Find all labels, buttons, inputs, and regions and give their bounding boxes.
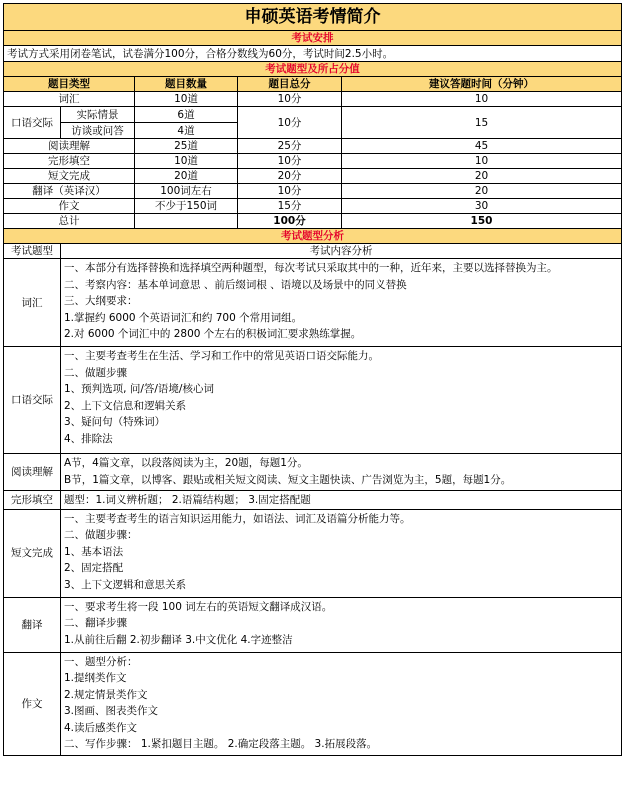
cell-score-total: 100分 [238, 214, 342, 229]
table-row [4, 154, 622, 169]
analysis-content [61, 509, 622, 597]
text-line: 二、做题步骤： [64, 529, 138, 541]
text-line: 3.图画、图表类作文 [64, 705, 159, 717]
cell-type: 阅读理解 [4, 139, 135, 154]
analysis-row [4, 259, 622, 347]
arrangement-text: 考试方式采用闭卷笔试，试卷满分100分，合格分数线为60分，考试时间2.5小时。 [4, 46, 622, 62]
analysis-content [61, 259, 622, 347]
total-row [4, 214, 622, 229]
analysis-content [61, 347, 622, 454]
analysis-type: 阅读理解 [4, 454, 61, 491]
section-header-scores: 考试题型及所占分值 [4, 62, 622, 77]
column-header: 考试题型 [4, 244, 61, 259]
cell-time: 10 [342, 92, 622, 107]
analysis-row [4, 597, 622, 652]
text-line: 1.从前往后翻 2.初步翻译 3.中文优化 4.字迹整洁 [64, 633, 293, 646]
analysis-content [61, 652, 622, 755]
analysis-row [4, 347, 622, 454]
cell-count: 10道 [135, 92, 238, 107]
cell-type: 翻译（英译汉） [4, 184, 135, 199]
text-line: 二、写作步骤： 1.紧扣题目主题。 2.确定段落主题。 3.拓展段落。 [64, 738, 378, 750]
analysis-type: 作文 [4, 652, 61, 755]
cell-count [135, 214, 238, 229]
table-row [4, 184, 622, 199]
cell-time: 45 [342, 139, 622, 154]
cell-score: 20分 [238, 169, 342, 184]
analysis-content [61, 597, 622, 652]
cell-type: 完形填空 [4, 154, 135, 169]
cell-type: 短文完成 [4, 169, 135, 184]
exam-info-table [3, 3, 622, 756]
cell-count: 10道 [135, 154, 238, 169]
text-line: 二、翻译步骤 [64, 617, 127, 629]
text-line: 2、固定搭配 [64, 562, 124, 574]
cell-count: 100词左右 [135, 184, 238, 199]
text-line: A节，4篇文章，以段落阅读为主，20题，每题1分。 [64, 457, 308, 469]
cell-score: 10分 [238, 154, 342, 169]
text-line: 二、做题步骤 [64, 366, 127, 379]
section-header-analysis: 考试题型分析 [4, 229, 622, 244]
analysis-type: 口语交际 [4, 347, 61, 454]
column-header: 考试内容分析 [61, 244, 622, 259]
text-line: 题型：1.词义辨析题； 2.语篇结构题； 3.固定搭配题 [64, 494, 311, 506]
cell-count: 20道 [135, 169, 238, 184]
analysis-type: 短文完成 [4, 509, 61, 597]
text-line: 2、上下文信息和逻辑关系 [64, 399, 187, 412]
cell-time: 20 [342, 169, 622, 184]
text-line: 3、上下文逻辑和意思关系 [64, 578, 187, 591]
cell-count: 25道 [135, 139, 238, 154]
text-line: B节，1篇文章，以博客、跟贴或相关短文阅读、短文主题快读、广告浏览为主，5题，每题1分。 [64, 473, 512, 486]
text-line: 4.读后感类作文 [64, 721, 138, 734]
cell-score: 25分 [238, 139, 342, 154]
text-line: 3、疑问句（特殊词） [64, 416, 166, 428]
text-line: 一、题型分析： [64, 655, 138, 668]
analysis-row [4, 491, 622, 510]
analysis-row [4, 652, 622, 755]
analysis-row [4, 454, 622, 491]
cell-score: 10分 [238, 92, 342, 107]
section-header-arrangement: 考试安排 [4, 31, 622, 46]
analysis-content [61, 454, 622, 491]
cell-type: 总计 [4, 214, 135, 229]
analysis-type: 词汇 [4, 259, 61, 347]
analysis-content [61, 491, 622, 510]
cell-time-total: 150 [342, 214, 622, 229]
text-line: 1、基本语法 [64, 545, 124, 558]
analysis-type: 完形填空 [4, 491, 61, 510]
text-line: 1.掌握约 6000 个英语词汇和约 700 个常用词组。 [64, 311, 303, 324]
text-line: 2.规定情景类作文 [64, 688, 148, 701]
table-row [4, 92, 622, 107]
text-line: 二、考察内容：基本单词意思 、前后缀词根 、语境以及场景中的同义替换 [64, 278, 407, 291]
cell-score: 15分 [238, 199, 342, 214]
cell-time: 15 [342, 107, 622, 139]
cell-type: 口语交际 [4, 107, 61, 139]
page-title: 申硕英语考情简介 [4, 4, 622, 31]
table-row [4, 139, 622, 154]
table-row [4, 107, 622, 123]
text-line: 一、本部分有选择替换和选择填空两种题型，每次考试只采取其中的一种，近年来，主要以选择替换为主。 [64, 262, 558, 274]
column-header: 题目总分 [238, 77, 342, 92]
cell-score: 10分 [238, 184, 342, 199]
cell-count: 不少于150词 [135, 199, 238, 214]
text-line: 三、大纲要求： [64, 295, 138, 307]
cell-type: 词汇 [4, 92, 135, 107]
cell-time: 20 [342, 184, 622, 199]
table-row [4, 199, 622, 214]
column-header: 建议答题时间（分钟） [342, 77, 622, 92]
cell-type: 作文 [4, 199, 135, 214]
analysis-type: 翻译 [4, 597, 61, 652]
column-header: 题目类型 [4, 77, 135, 92]
text-line: 一、主要考查考生在生活、学习和工作中的常见英语口语交际能力。 [64, 350, 379, 362]
cell-subtype: 实际情景 [61, 107, 135, 123]
cell-count: 6道 [135, 107, 238, 123]
analysis-row [4, 509, 622, 597]
cell-subtype: 访谈或问答 [61, 123, 135, 139]
score-header-row [4, 77, 622, 92]
column-header: 题目数量 [135, 77, 238, 92]
cell-score: 10分 [238, 107, 342, 139]
text-line: 4、排除法 [64, 432, 113, 445]
cell-time: 10 [342, 154, 622, 169]
text-line: 一、主要考查考生的语言知识运用能力，如语法、词汇及语篇分析能力等。 [64, 512, 411, 525]
analysis-header-row [4, 244, 622, 259]
text-line: 一、要求考生将一段 100 词左右的英语短文翻译成汉语。 [64, 600, 333, 613]
text-line: 1.提纲类作文 [64, 672, 127, 684]
cell-time: 30 [342, 199, 622, 214]
cell-count: 4道 [135, 123, 238, 139]
table-row [4, 169, 622, 184]
text-line: 2.对 6000 个词汇中的 2800 个左右的积极词汇要求熟练掌握。 [64, 328, 362, 340]
text-line: 1、预判选项, 问/答/语境/核心词 [64, 383, 214, 395]
